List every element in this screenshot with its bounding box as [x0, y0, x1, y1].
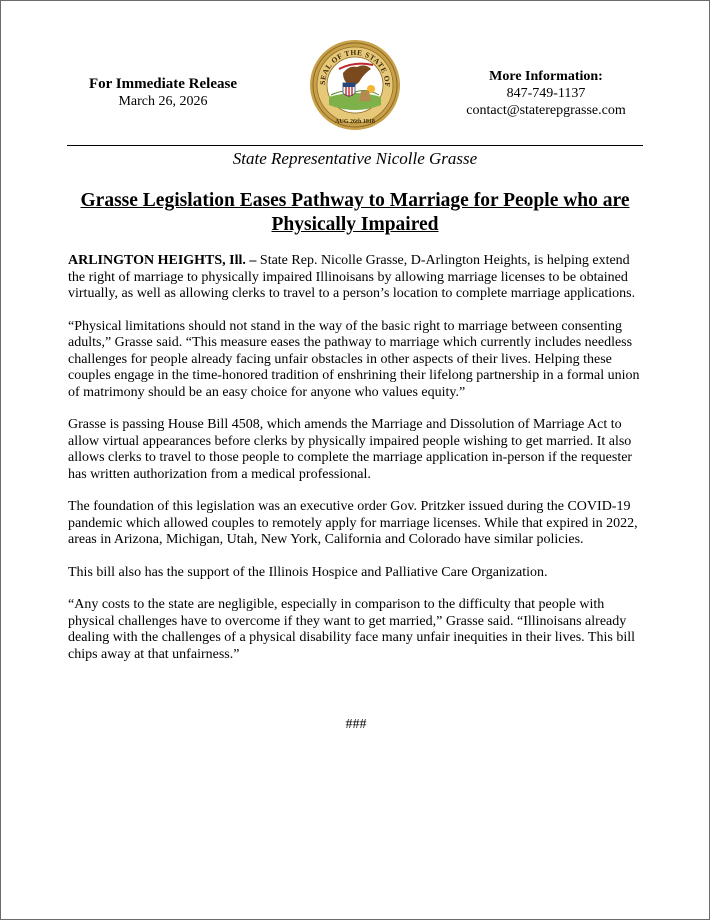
paragraph-2: “Physical limitations should not stand in the way of the basic right to marriage between consenting adults,” Grasse said. “This measure eases the pathway to marriage which currently includes needless challenges for people already facing unfair obstacles in other aspects of their lives. Helping these couples engage in the time-honored tradition of enshrining their lifelong partnership in a formal union of matrimony should be an easy choice for anyone who values equity.” [68, 318, 640, 400]
paragraph-4: The foundation of this legislation was an executive order Gov. Pritzker issued during the COVID-19 pandemic which allowed couples to remotely apply for marriage licenses. While that expired in 2022, areas in Arizona, Michigan, Utah, New York, California and Colorado have similar policies. [68, 499, 638, 547]
article-body [68, 253, 644, 679]
info-title: More Information: [489, 69, 603, 84]
paragraph-1-text: State Rep. Nicolle Grasse, D-Arlington Heights, is helping extend the right of marriage to physically impaired Illinoisans by allowing marriage licenses to be obtained virtually, as well as allowing clerks to travel to a person’s location to complete marriage applications. [68, 253, 636, 301]
end-mark: ### [345, 717, 367, 732]
header-divider [67, 145, 643, 146]
paragraph-1 [68, 253, 644, 303]
release-title: For Immediate Release [88, 76, 237, 92]
paragraph-5: This bill also has the support of the Illinois Hospice and Palliative Care Organization. [68, 564, 548, 580]
dateline: ARLINGTON HEIGHTS, Ill. – [68, 253, 257, 268]
more-information-block [456, 68, 636, 119]
release-date: March 26, 2026 [118, 94, 208, 109]
illinois-state-seal-icon [309, 39, 401, 131]
release-block [71, 75, 255, 111]
paragraph-3: Grasse is passing House Bill 4508, which amends the Marriage and Dissolution of Marriage Act to allow virtual appearances before clerks by physically impaired people wishing to get married. It also allows clerks to travel to those people to complete the marriage application in-person if the requester has written authorization from a medical professional. [68, 417, 633, 482]
svg-text:AUG 26th 1818: AUG 26th 1818 [335, 119, 375, 125]
info-email: contact@staterepgrasse.com [466, 103, 626, 118]
headline: Grasse Legislation Eases Pathway to Marriage for People who are Physically Impaired [80, 190, 630, 235]
paragraph-6: “Any costs to the state are negligible, especially in comparison to the difficulty that people with physical challenges have to overcome if they want to get married,” Grasse said. “Illinoisans already dealing with the challenges of a physical disability face many unfair inequities in their lives. This bill chips away at that unfairness.” [68, 597, 635, 662]
svg-text:SEAL OF THE STATE OF ILLINOIS: SEAL OF THE STATE OF [317, 47, 393, 88]
byline: State Representative Nicolle Grasse [232, 149, 478, 168]
info-phone: 847-749-1137 [506, 86, 586, 101]
